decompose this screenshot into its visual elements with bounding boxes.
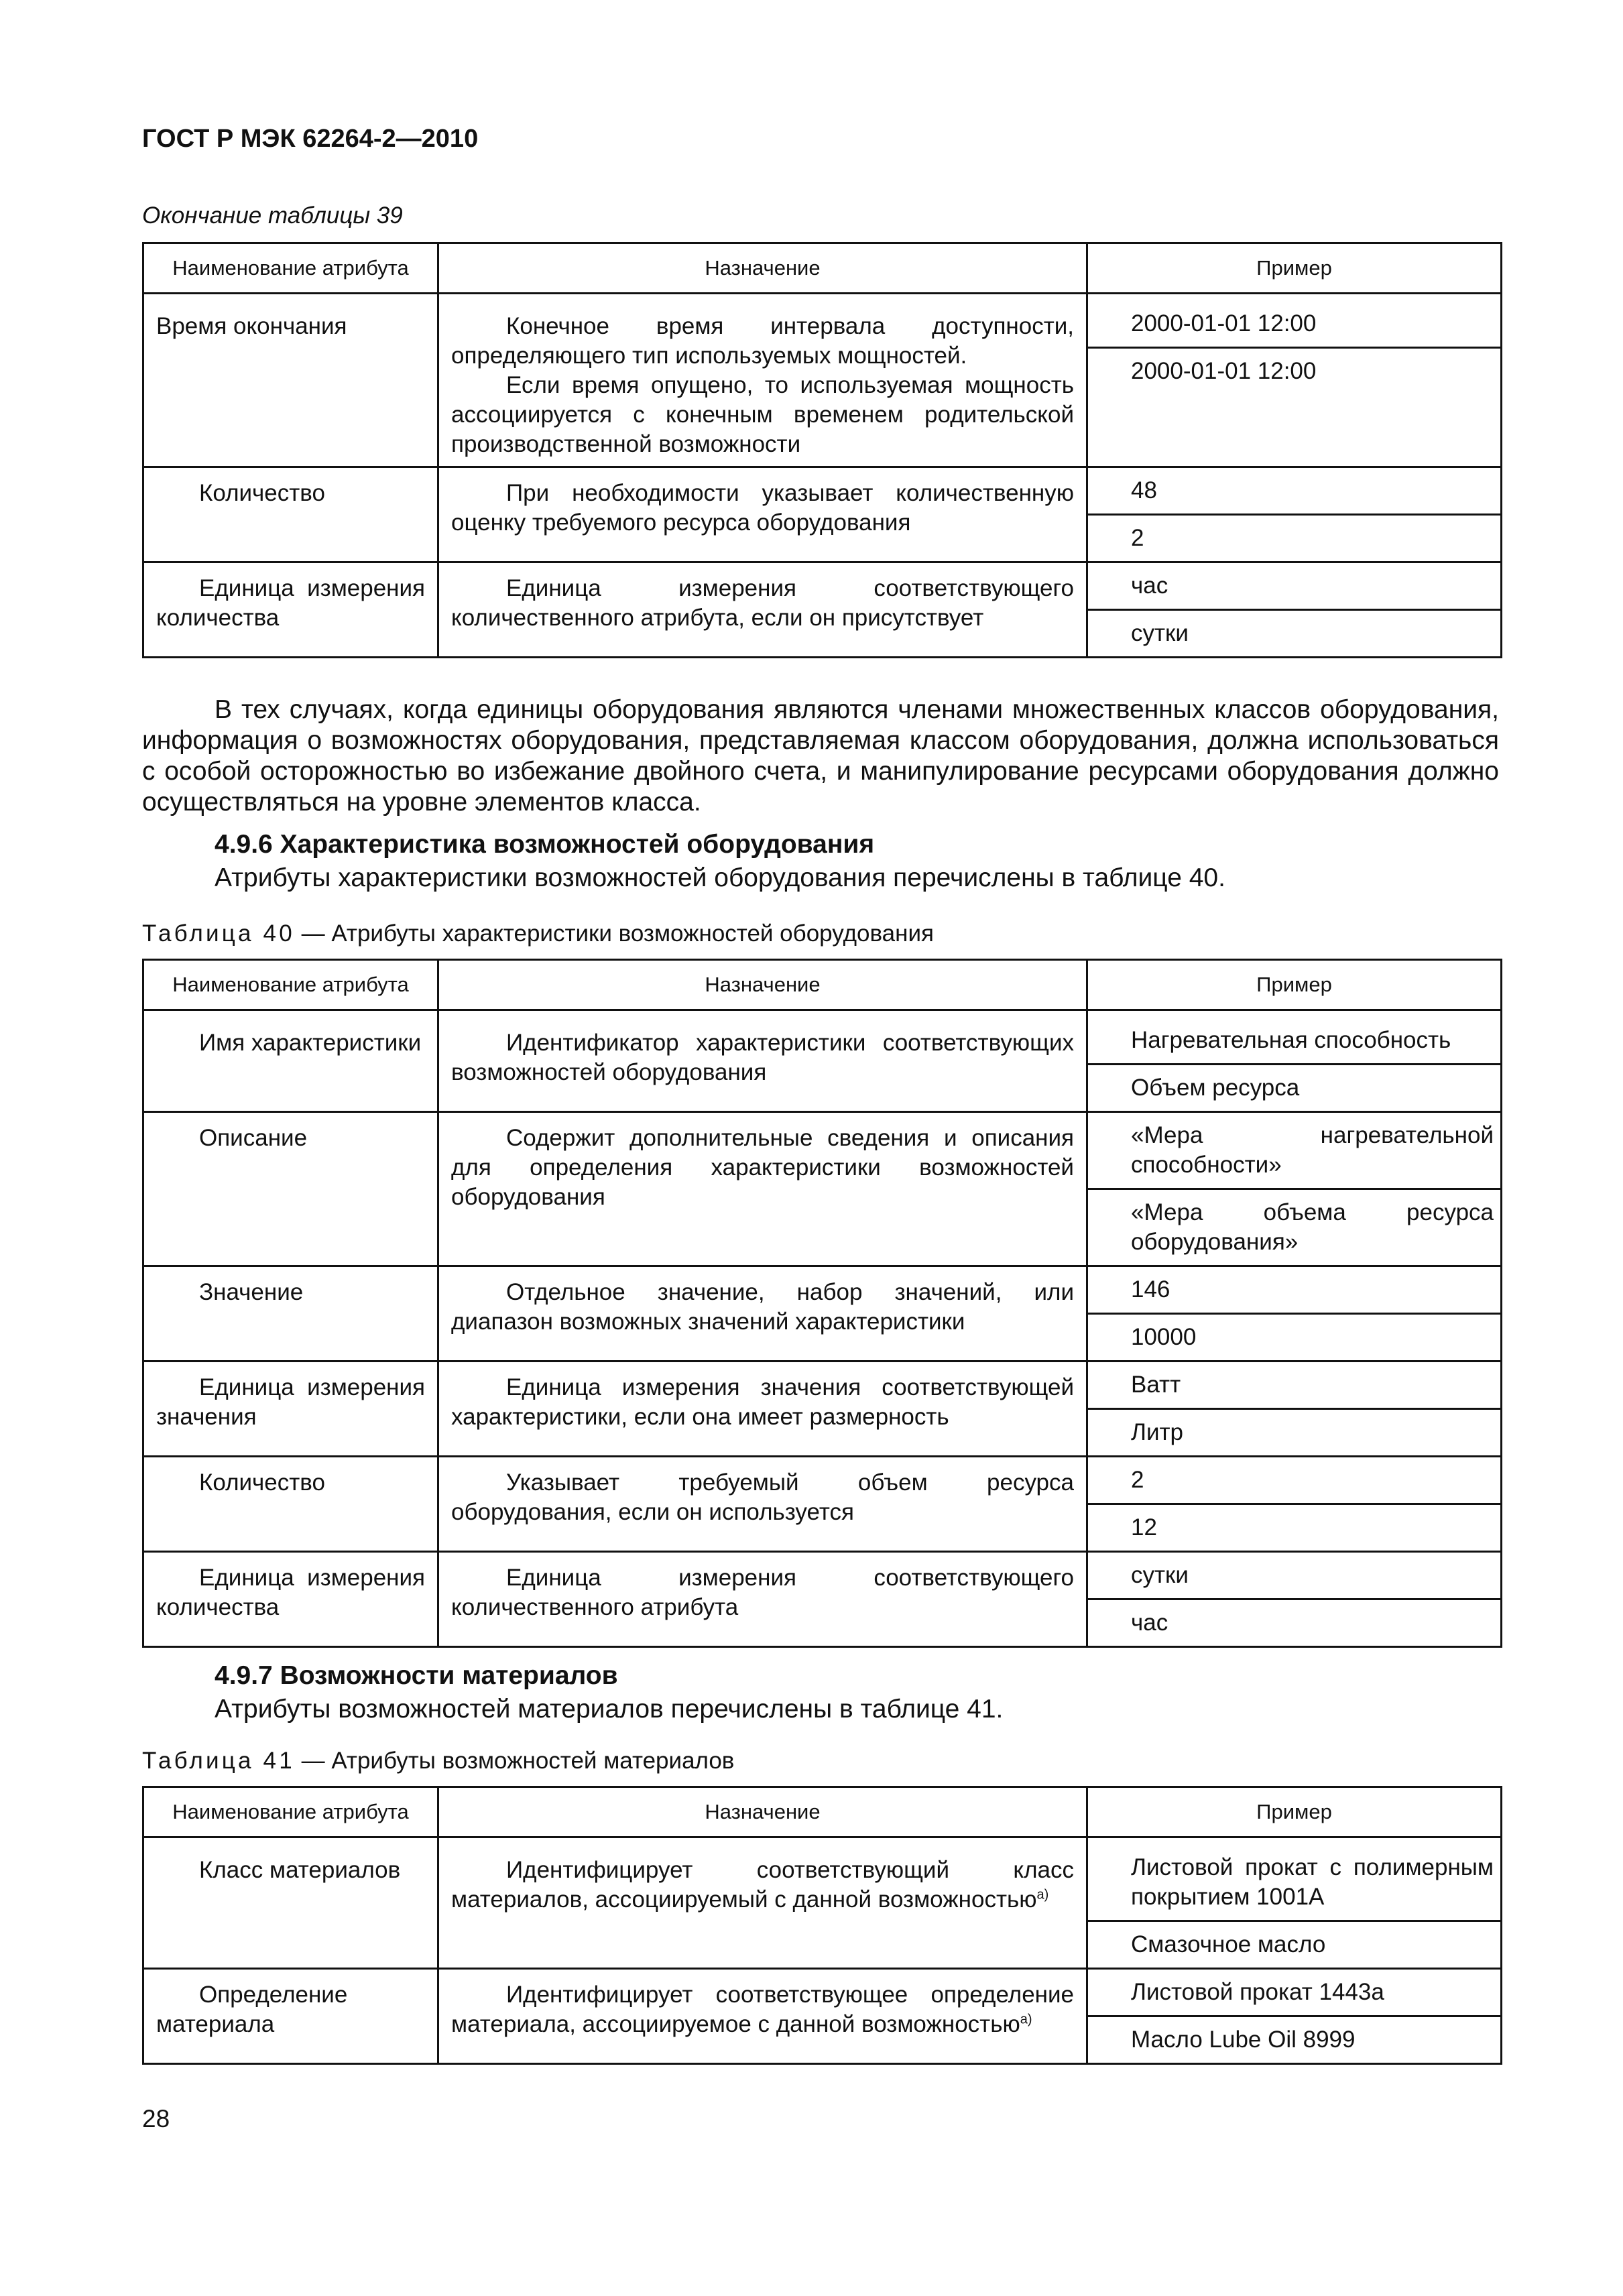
purpose-text: Указывает требуемый объем ресурса оборудования, если он используется bbox=[451, 1469, 1074, 1525]
section-heading-4-9-6: 4.9.6 Характеристика возможностей оборудования bbox=[215, 830, 875, 859]
purpose-text: Идентификатор характеристики соответствующих возможностей оборудования bbox=[451, 1030, 1074, 1085]
example-value: сутки bbox=[1088, 609, 1500, 656]
example-value: Нагревательная способность bbox=[1131, 1027, 1451, 1053]
attribute-purpose bbox=[438, 1266, 1087, 1362]
attribute-examples bbox=[1087, 467, 1502, 562]
attribute-examples bbox=[1087, 1018, 1502, 1112]
table39-caption: Окончание таблицы 39 bbox=[142, 202, 403, 229]
example-value: 48 bbox=[1131, 477, 1157, 503]
table-row bbox=[143, 1969, 1502, 2064]
attribute-name: Определение материала bbox=[143, 1969, 438, 2064]
example-value: сутки bbox=[1131, 1562, 1189, 1588]
table-row bbox=[143, 562, 1502, 658]
attribute-purpose bbox=[438, 1969, 1087, 2064]
page-number: 28 bbox=[142, 2105, 170, 2132]
example-value: «Мера объема ресурса оборудования» bbox=[1088, 1188, 1500, 1265]
attribute-name: Описание bbox=[143, 1112, 438, 1266]
table-row bbox=[143, 1112, 1502, 1266]
attribute-name: Значение bbox=[143, 1266, 438, 1362]
table-title: — Атрибуты возможностей материалов bbox=[294, 1748, 735, 1774]
purpose-text: Содержит дополнительные сведения и описания для определения характеристики возможностей оборудования bbox=[451, 1125, 1074, 1210]
attribute-name: Единица измерения значения bbox=[143, 1362, 438, 1457]
example-value: 146 bbox=[1131, 1276, 1170, 1303]
purpose-text: При необходимости указывает количественную оценку требуемого ресурса оборудования bbox=[451, 480, 1074, 536]
table-label: Таблица 41 bbox=[142, 1748, 295, 1774]
example-value: час bbox=[1131, 572, 1168, 599]
table-row bbox=[143, 1845, 1502, 1969]
purpose-text: Единица измерения соответствующего количественного атрибута, если он присутствует bbox=[451, 575, 1074, 631]
attribute-examples bbox=[1087, 1969, 1502, 2064]
attribute-purpose bbox=[438, 1552, 1087, 1647]
table-row bbox=[143, 1362, 1502, 1457]
attribute-purpose bbox=[438, 1112, 1087, 1266]
column-header: Назначение bbox=[438, 243, 1087, 294]
purpose-text: Единица измерения соответствующего количественного атрибута bbox=[451, 1565, 1074, 1620]
column-header: Наименование атрибута bbox=[143, 1787, 438, 1837]
example-value: Объем ресурса bbox=[1088, 1063, 1500, 1111]
attribute-examples bbox=[1087, 301, 1502, 467]
attribute-name: Единица измерения количества bbox=[143, 1552, 438, 1647]
attribute-purpose bbox=[438, 1457, 1087, 1552]
example-value: 2 bbox=[1131, 1467, 1144, 1493]
example-value: 2 bbox=[1088, 513, 1500, 561]
example-value: Масло Lube Oil 8999 bbox=[1088, 2015, 1500, 2063]
table40-caption bbox=[142, 920, 934, 947]
table-title: — Атрибуты характеристики возможностей оборудования bbox=[294, 920, 934, 947]
column-header: Пример bbox=[1087, 1787, 1502, 1837]
body-paragraph: В тех случаях, когда единицы оборудования являются членами множественных классов оборудования, информация о возможностях оборудования, представляемая классом оборудования, должна использоваться с особой осторожностью во избежание двойного счета, и манипулирование ресурсами оборудования должно осуществляться на уровне элементов класса. bbox=[142, 695, 1499, 817]
column-header: Назначение bbox=[438, 1787, 1087, 1837]
table-row bbox=[143, 1018, 1502, 1112]
attribute-examples bbox=[1087, 1362, 1502, 1457]
table-row bbox=[143, 1266, 1502, 1362]
example-value: 10000 bbox=[1088, 1313, 1500, 1360]
table-40 bbox=[142, 959, 1502, 1648]
purpose-text: Отдельное значение, набор значений, или диапазон возможных значений характеристики bbox=[451, 1279, 1074, 1335]
example-value: «Мера нагревательной способности» bbox=[1131, 1122, 1494, 1178]
column-header: Назначение bbox=[438, 960, 1087, 1010]
table-row bbox=[143, 1552, 1502, 1647]
attribute-examples bbox=[1087, 1552, 1502, 1647]
example-value: Литр bbox=[1088, 1408, 1500, 1455]
attribute-examples bbox=[1087, 1266, 1502, 1362]
example-value: Листовой прокат с полимерным покрытием 1001А bbox=[1131, 1854, 1494, 1910]
column-header: Пример bbox=[1087, 960, 1502, 1010]
table-41 bbox=[142, 1786, 1502, 2065]
example-value: 2000-01-01 12:00 bbox=[1131, 310, 1317, 337]
column-header: Наименование атрибута bbox=[143, 960, 438, 1010]
purpose-text: Идентифицирует соответствующий класс материалов, ассоциируемый с данной возможностью bbox=[451, 1857, 1074, 1913]
attribute-name: Единица измерения количества bbox=[143, 562, 438, 658]
attribute-purpose bbox=[438, 1018, 1087, 1112]
example-value: час bbox=[1088, 1598, 1500, 1646]
attribute-purpose bbox=[438, 1845, 1087, 1969]
document-header: ГОСТ Р МЭК 62264-2—2010 bbox=[142, 125, 479, 153]
purpose-text: Единица измерения значения соответствующей характеристики, если она имеет размерность bbox=[451, 1374, 1074, 1430]
attribute-examples bbox=[1087, 1845, 1502, 1969]
example-value: 12 bbox=[1088, 1503, 1500, 1551]
example-value: Ватт bbox=[1131, 1372, 1181, 1398]
example-value: Смазочное масло bbox=[1088, 1920, 1500, 1968]
attribute-purpose bbox=[438, 467, 1087, 562]
attribute-purpose bbox=[438, 301, 1087, 467]
table-row bbox=[143, 467, 1502, 562]
table-label: Таблица 40 bbox=[142, 920, 295, 947]
attribute-name: Время окончания bbox=[143, 301, 438, 467]
attribute-examples bbox=[1087, 1112, 1502, 1266]
table-row bbox=[143, 1457, 1502, 1552]
attribute-name: Имя характеристики bbox=[143, 1018, 438, 1112]
attribute-purpose bbox=[438, 1362, 1087, 1457]
example-value: Листовой прокат 1443а bbox=[1131, 1979, 1384, 2005]
purpose-text: Идентифицирует соответствующее определение материала, ассоциируемое с данной возможностью bbox=[451, 1982, 1074, 2037]
purpose-text: Если время опущено, то используемая мощность ассоциируется с конечным временем родительской производственной возможности bbox=[451, 372, 1074, 457]
attribute-name: Количество bbox=[143, 467, 438, 562]
attribute-examples bbox=[1087, 1457, 1502, 1552]
attribute-purpose bbox=[438, 562, 1087, 658]
purpose-text: Конечное время интервала доступности, определяющего тип используемых мощностей. bbox=[451, 313, 1074, 369]
section-heading-4-9-7: 4.9.7 Возможности материалов bbox=[215, 1661, 618, 1690]
column-header: Наименование атрибута bbox=[143, 243, 438, 294]
section-text-4-9-6: Атрибуты характеристики возможностей оборудования перечислены в таблице 40. bbox=[215, 863, 1225, 892]
column-header: Пример bbox=[1087, 243, 1502, 294]
table-39 bbox=[142, 242, 1502, 658]
attribute-name: Класс материалов bbox=[143, 1845, 438, 1969]
example-value: 2000-01-01 12:00 bbox=[1088, 347, 1500, 394]
footnote-mark: а) bbox=[1036, 1887, 1049, 1902]
table41-caption bbox=[142, 1748, 734, 1774]
footnote-mark: а) bbox=[1020, 2012, 1032, 2027]
attribute-name: Количество bbox=[143, 1457, 438, 1552]
table-row bbox=[143, 301, 1502, 467]
section-text-4-9-7: Атрибуты возможностей материалов перечислены в таблице 41. bbox=[215, 1695, 1004, 1724]
attribute-examples bbox=[1087, 562, 1502, 658]
